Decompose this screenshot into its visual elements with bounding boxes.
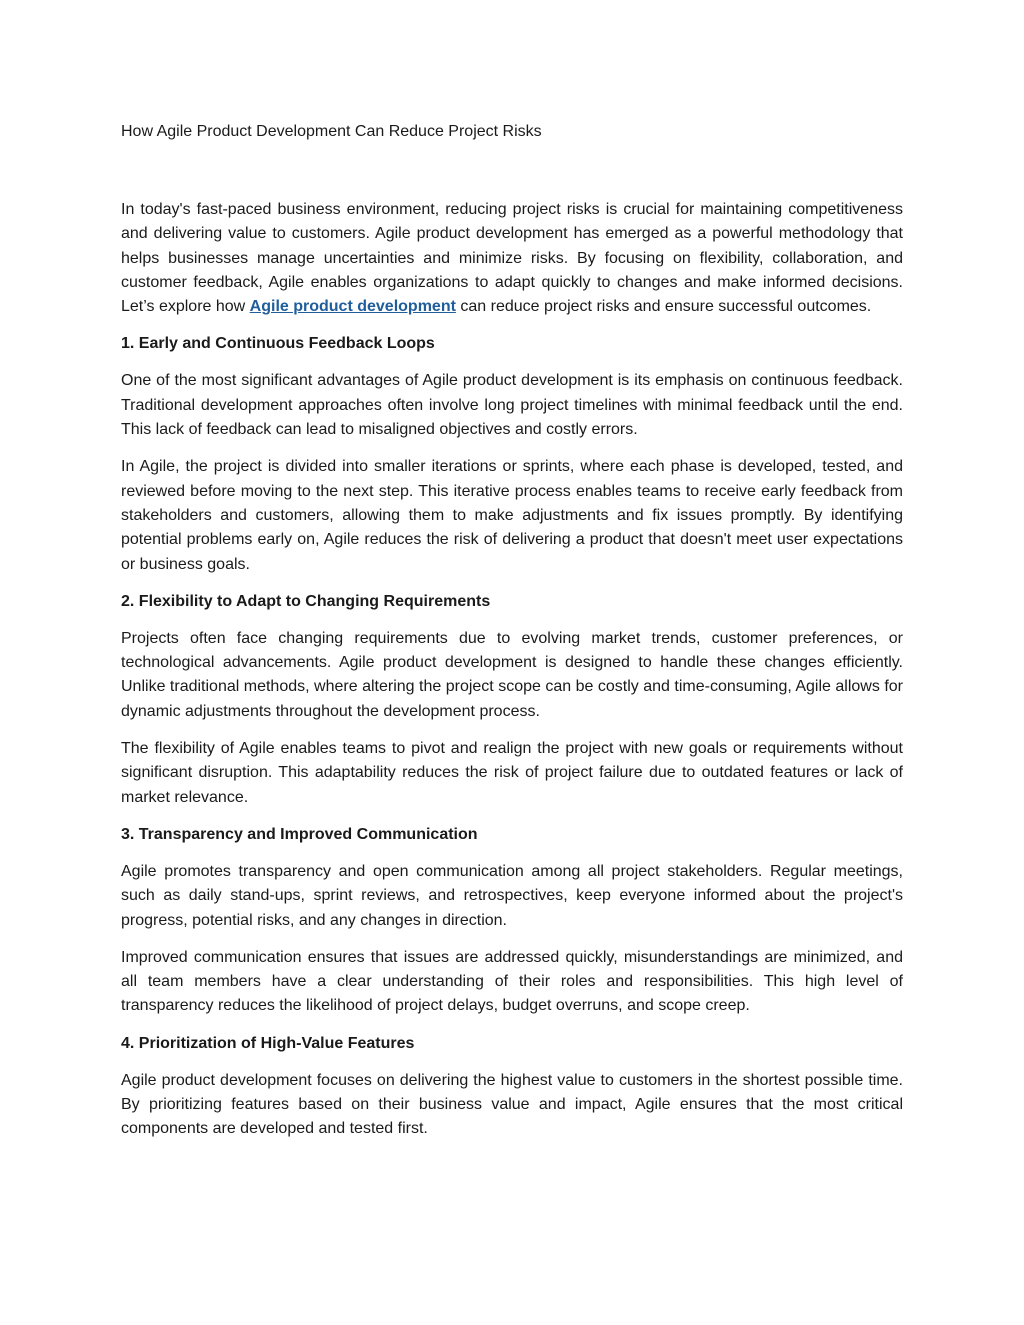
section-2-paragraph-2: The flexibility of Agile enables teams to pivot and realign the project with new goals or requirements without significant disruption. This adaptability reduces the risk of project failure due to outdated features or lack of market relevance.	[121, 740, 903, 806]
section-heading-4: 4. Prioritization of High-Value Features	[121, 1034, 415, 1052]
section-2-paragraph-1: Projects often face changing requirements due to evolving market trends, customer preferences, or technological advancements. Agile product development is designed to handle these changes efficiently. Unlike traditional methods, where altering the project scope can be costly and time-consuming, Agile allows for dynamic adjustments throughout the development process.	[121, 629, 903, 720]
section-3-paragraph-1: Agile promotes transparency and open communication among all project stakeholders. Regular meetings, such as daily stand-ups, sprint reviews, and retrospectives, keep everyone informed about the project's progress, potential risks, and any changes in direction.	[121, 862, 903, 929]
intro-paragraph	[121, 198, 903, 319]
section-heading-3: 3. Transparency and Improved Communication	[121, 825, 478, 843]
intro-text-after-link: can reduce project risks and ensure successful outcomes.	[455, 298, 872, 316]
section-3-paragraph-2: Improved communication ensures that issues are addressed quickly, misunderstandings are minimized, and all team members have a clear understanding of their roles and responsibilities. This high level of transparency reduces the likelihood of project delays, budget overruns, and scope creep.	[121, 948, 903, 1015]
section-1-paragraph-1: One of the most significant advantages of Agile product development is its emphasis on continuous feedback. Traditional development approaches often involve long project timelines with minimal feedback until the end. This lack of feedback can lead to misaligned objectives and costly errors.	[121, 372, 903, 439]
document-title: How Agile Product Development Can Reduce Project Risks	[121, 123, 542, 140]
section-heading-2: 2. Flexibility to Adapt to Changing Requirements	[121, 592, 491, 610]
agile-product-development-link[interactable]: Agile product development	[249, 298, 456, 316]
section-4-paragraph-1: Agile product development focuses on delivering the highest value to customers in the shortest possible time. By prioritizing features based on their business value and impact, Agile ensures that the most critical components are developed and tested first.	[121, 1071, 903, 1138]
section-heading-1: 1. Early and Continuous Feedback Loops	[121, 335, 435, 353]
document-body	[121, 120, 903, 1155]
intro-text-before-link: In today's fast-paced business environment, reducing project risks is crucial for maintaining competitiveness and delivering value to customers. Agile product development has emerged as a powerful methodology that helps businesses manage uncertainties and minimize risks. By focusing on flexibility, collaboration, and customer feedback, Agile enables organizations to adapt quickly to changes and make informed decisions. Let’s explore how	[121, 201, 903, 316]
section-1-paragraph-2: In Agile, the project is divided into smaller iterations or sprints, where each phase is developed, tested, and reviewed before moving to the next step. This iterative process enables teams to receive early feedback from stakeholders and customers, allowing them to make adjustments and fix issues promptly. By identifying potential problems early on, Agile reduces the risk of delivering a product that doesn't meet user expectations or business goals.	[121, 458, 903, 573]
